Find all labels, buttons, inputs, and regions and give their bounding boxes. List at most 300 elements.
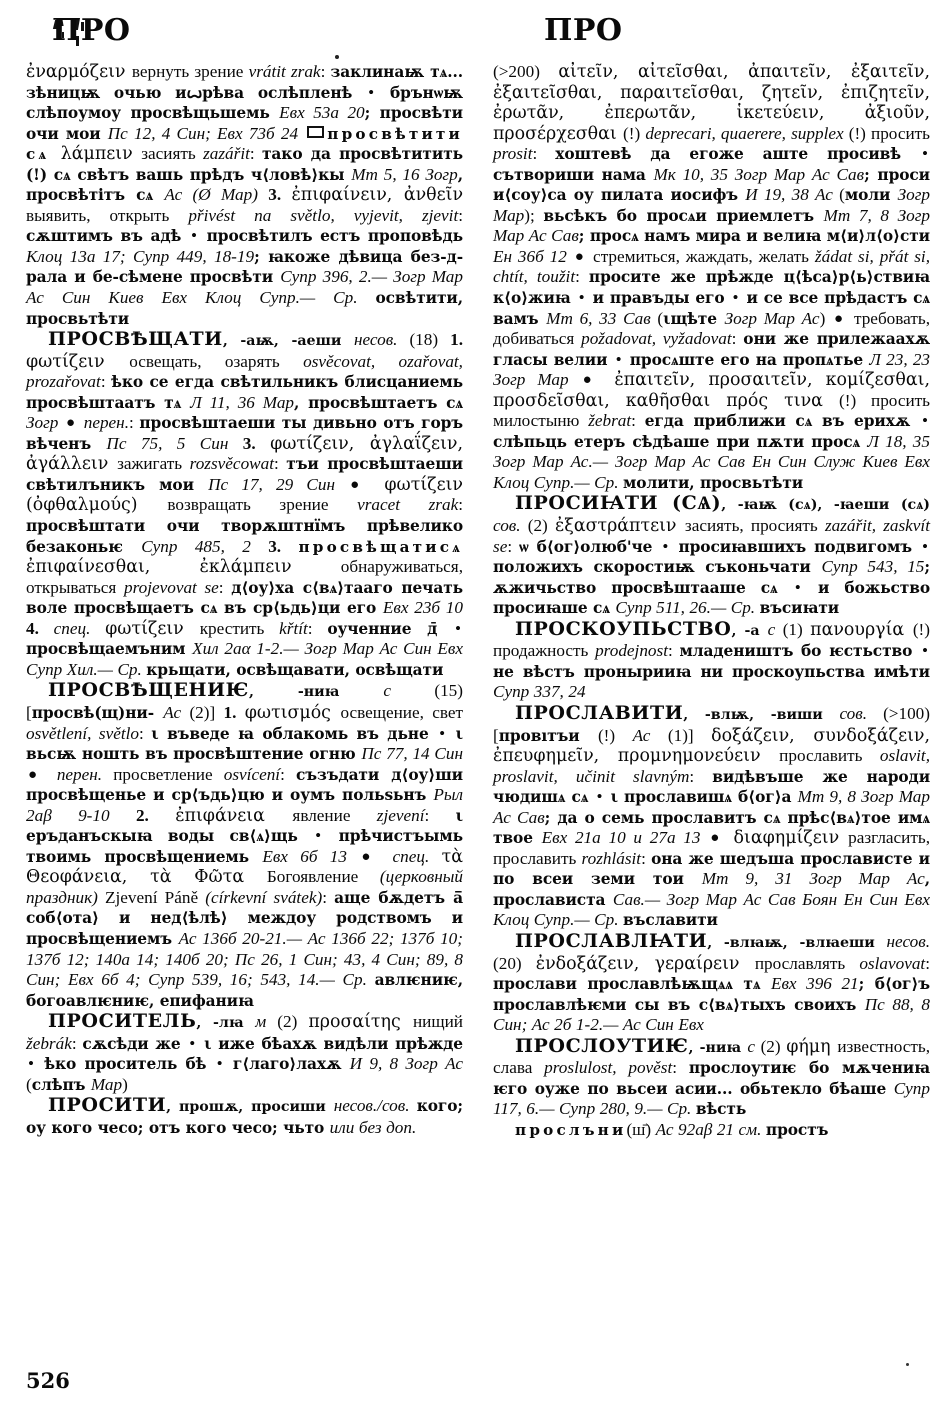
ocs-citation: молити, просвьтѣти	[623, 473, 804, 492]
greek-equivalent: φωτίζειν	[105, 618, 200, 639]
ocs-citation: провıтъи	[498, 726, 598, 745]
entry-continuation	[26, 62, 463, 329]
dictionary-entry	[493, 931, 930, 1036]
source-sigla: zazářit, zaskvít se	[493, 516, 930, 556]
gloss-russian: (>100) [	[493, 703, 930, 745]
source-sigla: Супр 511, 26.— Ср.	[615, 598, 760, 618]
headword: ПРОСИꙖТИ (СѦ)	[515, 492, 722, 515]
ocs-citation: прослави прославлѣѭщѧѧ тѧ	[493, 975, 771, 994]
ocs-citation: съзъдати д⟨оу⟩ши просвѣщенье и ср⟨ъдь⟩цю и оумъ польѕьнъ	[26, 765, 463, 805]
gloss-russian: Zjevení Páně	[105, 887, 206, 907]
sense-bullet: ●	[66, 415, 77, 432]
source-sigla: zjevení	[376, 805, 425, 825]
ocs-citation: и се все прѣдастъ сѧ вамъ	[493, 289, 930, 328]
greek-equivalent: ἐπαιτεῖν, προσαιτεῖν, κομίζεσθαι, προσδεῖσθαι, καθῆσθαι πρός τινα	[493, 370, 930, 411]
source-sigla: Пс 88, 8 Син; Ас 2б 1-2.— Ас Син Евх	[493, 994, 930, 1035]
source-sigla: сов.	[493, 516, 521, 536]
source-sigla: Ас 92аβ 21 см.	[655, 1119, 766, 1139]
greek-equivalent: φωτίζειν	[26, 351, 130, 372]
gloss-russian: :	[218, 577, 232, 597]
gloss-russian: :	[280, 764, 296, 784]
ocs-citation: хоштевѣ да егоже аште просивѣ	[555, 145, 920, 164]
ocs-citation: сѫштимъ въ адѣ	[26, 227, 189, 246]
grammatical-forms: , -ꙗѭ (сѧ), -ꙗеши (сѧ)	[721, 497, 930, 514]
greek-equivalent: προσαίτης	[308, 1012, 413, 1033]
source-sigla: žebrák	[26, 1033, 72, 1053]
greek-equivalent: φωτίζειν (ὀφθαλμούς)	[26, 474, 463, 516]
source-sigla: (церковный праздник)	[26, 867, 464, 907]
sense-bullet: ●	[350, 476, 368, 493]
sense-number: 1.	[223, 702, 245, 722]
ocs-citation: простъ	[765, 1120, 829, 1139]
source-sigla: Супр 337, 24	[493, 682, 586, 702]
quote-separator: •	[368, 82, 375, 102]
ocs-citation: въсиꙗти	[759, 599, 840, 618]
quote-separator: •	[216, 1054, 223, 1074]
sense-bullet: ●	[574, 248, 586, 265]
quote-separator: •	[190, 226, 197, 246]
quote-separator: •	[662, 536, 669, 556]
gloss-russian: освещение, свет	[340, 702, 463, 722]
source-sigla: Пс 17, 29 Син	[208, 474, 349, 494]
gloss-russian: :	[458, 495, 463, 515]
ocs-citation: ; б⟨ог⟩ъ прославлѣѥми сы въ с⟨вѧ⟩тыхъ своихъ	[493, 975, 930, 1014]
gloss-russian: :	[249, 144, 262, 164]
page-columns	[26, 62, 931, 1140]
dictionary-entry	[26, 1095, 463, 1138]
source-sigla: Л 23, 23 Зогр Мар	[493, 349, 931, 390]
gloss-russian: (1)]	[650, 725, 712, 745]
sub-lemma: просвѣтити сѧ	[26, 124, 463, 164]
source-sigla: перен.	[45, 764, 114, 784]
source-sigla: м	[255, 1012, 267, 1032]
source-sigla: Сав.— Зогр Мар Ас Сав Боян Ен Син Евх Клоц Супр.— Ср.	[493, 889, 930, 930]
gloss-russian: :	[507, 536, 520, 556]
headword: ПРОСЛАВИТИ	[515, 701, 684, 724]
gloss-russian: нищий	[412, 1012, 463, 1032]
ocs-citation: положихъ скоростиѭ съконьчати	[493, 558, 822, 577]
source-sigla: zazářit	[203, 144, 250, 164]
source-sigla: Пс 12, 4 Син; Евх 73б 24	[107, 123, 305, 143]
gloss-russian: :	[532, 144, 556, 164]
ocs-citation: вьсѣкъ бо просѧи приемлетъ	[543, 206, 824, 225]
headword: ПРОСЛАВЛꙖТИ	[515, 929, 708, 952]
sense-bullet: ●	[28, 766, 44, 783]
ocs-citation: , просвѣтітъ сѧ	[26, 165, 463, 205]
ocs-citation: ѣко проситель бѣ	[36, 1055, 215, 1074]
source-sigla: перен.	[78, 413, 130, 433]
ocs-citation: ι иже бѣахѫ видѣли прѣжде	[197, 1034, 463, 1053]
source-sigla: deprecari, quaerere, supplex	[645, 123, 849, 143]
source-sigla: Евх 396 21	[770, 974, 859, 994]
source-sigla: oslavovat	[859, 953, 926, 973]
source-sigla: rozhlásit	[581, 848, 642, 868]
source-sigla: Ен 36б 12	[493, 246, 573, 266]
gloss-russian: (15) [	[26, 681, 464, 722]
gloss-russian: (	[26, 1074, 32, 1094]
grammatical-forms: , -аѭ, -аеши	[222, 333, 354, 350]
cross-reference-entry	[493, 1120, 930, 1141]
gloss-russian: :	[925, 953, 930, 973]
source-sigla: prodejnost	[595, 641, 668, 661]
sense-number: 3.	[242, 433, 271, 453]
quote-separator: •	[596, 787, 603, 807]
gloss-russian: прославлять	[754, 953, 860, 973]
ocs-citation: брънѡѭ слѣпоумоу просвѣщьшемь	[26, 83, 463, 123]
running-head-right: ПРО	[544, 13, 623, 48]
gloss-russian: засиять	[141, 144, 204, 164]
gloss-russian: известность, слава	[493, 1036, 931, 1078]
gloss-russian: );	[524, 205, 544, 225]
source-sigla: křtít	[279, 618, 308, 638]
greek-equivalent: ἐπιφαίνεσθαι, ἐκλάμπειν	[26, 557, 341, 578]
greek-equivalent: διαφημίζειν	[724, 828, 849, 849]
greek-equivalent: ἐξαστράπτειν	[554, 516, 685, 537]
quote-separator: •	[615, 349, 622, 369]
sub-lemma: прослъни	[515, 1120, 627, 1139]
ocs-citation: слѣпьць етеръ сѣдѣаше при пѫти просѧ	[493, 432, 868, 451]
ocs-citation: ι въведе ꙗ облакомь въ дьне	[151, 724, 438, 743]
source-sigla: Супр 543, 15	[821, 557, 925, 577]
ocs-citation: ; просвѣти очи мои	[26, 104, 463, 143]
sense-number: 3.	[268, 185, 292, 205]
ocs-citation: ; проси и⟨соу⟩са оу пилата иосифъ	[493, 165, 930, 205]
ocs-citation: ѣко се егда свѣтильникъ блисцаниемь просвѣштаатъ тѧ	[26, 373, 463, 412]
gloss-russian: :	[575, 267, 589, 287]
sense-bullet: ●	[834, 310, 846, 327]
sense-bullet: ●	[582, 372, 600, 389]
gloss-russian: явление	[292, 805, 377, 825]
gloss-russian: :	[129, 413, 140, 433]
quote-separator: •	[315, 826, 322, 846]
source-sigla: Мт 9, 31 Зогр Мар Ас	[701, 869, 925, 889]
source-sigla: Л 11, 36 Мар	[190, 392, 295, 412]
source-sigla: сов.	[839, 703, 868, 723]
gloss-russian: (20)	[493, 953, 536, 973]
running-head-left: ПРО	[52, 13, 131, 48]
grammatical-forms: , -влꙗѭ, -влꙗеши	[707, 934, 887, 951]
source-sigla: Ас (Ø Мар)	[164, 185, 269, 205]
gloss-russian: :	[322, 887, 335, 907]
greek-equivalent: αἰτεῖν, αἰτεῖσθαι, ἀπαιτεῖν, ἐξαιτεῖν, ἐξαιτεῖσθαι, παραιτεῖσθαι, ζητεῖν, ἐπιζητεῖν, ἐρωτᾶν, ἐπερωτᾶν, ἱκετεύειν, ἀξιοῦν, προσέρχεσθαι	[493, 62, 931, 144]
source-sigla: Зогр	[26, 413, 64, 433]
gloss-russian: :	[689, 766, 713, 786]
column-right	[493, 62, 930, 1140]
quote-separator: •	[189, 1033, 196, 1053]
gloss-russian: (!) просить милостыню	[493, 390, 930, 431]
ocs-citation: просвѣ(щ)ни-	[31, 703, 164, 722]
ocs-citation: моли	[844, 186, 898, 205]
ocs-citation: д⟨оу⟩ха с⟨вѧ⟩тааго печать воле просвѣщаетъ сѧ въ ср⟨ьдь⟩ци его	[26, 578, 463, 618]
gloss-russian: :	[274, 454, 287, 474]
gloss-russian: :	[71, 1033, 83, 1053]
source-sigla: žebrat	[588, 411, 632, 431]
gloss-russian: (18)	[397, 330, 451, 350]
rectangle-marker	[307, 126, 324, 138]
source-sigla: Ас 136б 20-21.— Ас 136б 22; 137б 10; 137б 12; 140а 14; 140б 20; Пс 26, 1 Син; 43, 4 Син; 89, 8 Син; Евх 6б 4; Супр 539, 16; 543, 14.— Ср.	[26, 928, 463, 990]
quote-separator: •	[439, 723, 446, 743]
gloss-russian: )	[819, 308, 832, 328]
ocs-citation: , просвѣштаетъ сѧ	[294, 393, 464, 412]
source-sigla: Супр 396, 2.— Зогр Мар Ас Син Киев Евх Клоц Супр.— Ср.	[26, 267, 463, 308]
sense-bullet: ●	[710, 830, 723, 847]
quote-separator: •	[732, 288, 739, 308]
ocs-citation: ; просѧ намъ мира и велиꙗ м⟨и⟩л⟨о⟩сти	[578, 227, 930, 246]
source-sigla: спец.	[380, 846, 442, 866]
greek-equivalent: ἐπιφαίνειν, ἀνθεῖν	[291, 185, 464, 206]
source-sigla: Ас	[163, 702, 182, 722]
greek-equivalent: πανουργία	[810, 619, 913, 640]
gloss-russian: :	[672, 1058, 689, 1078]
dictionary-entry	[493, 1036, 930, 1120]
ocs-citation: въславити	[623, 911, 718, 930]
scan-speckle	[335, 55, 339, 59]
running-heads	[26, 10, 928, 60]
source-sigla: Л 18, 35 Зогр Мар Ас.— Зогр Мар Ас Сав Ен Син Служ Киев Евх Клоц Супр.— Ср.	[493, 431, 930, 492]
quote-separator: •	[454, 618, 462, 638]
gloss-russian: зажигать	[117, 454, 190, 474]
dictionary-entry	[493, 493, 930, 618]
source-sigla: с	[767, 619, 776, 639]
gloss-russian: требовать, добиваться	[493, 308, 930, 349]
source-sigla: Евх 21а 10 и 27а 13	[541, 828, 709, 848]
quote-separator: •	[794, 577, 801, 597]
source-sigla: с	[383, 681, 392, 701]
sub-lemma: просвѣщатисѧ	[298, 537, 463, 556]
ocs-citation: заклинаѭ тѧ... зѣницѭ очью иꙍрѣва ослѣпленѣ	[26, 63, 463, 102]
source-sigla: vracet zrak	[357, 495, 459, 515]
source-sigla: Супр 117, 6.— Супр 280, 9.— Ср.	[493, 1078, 930, 1119]
source-sigla: Супр 485, 2	[141, 536, 269, 556]
ocs-citation: просвѣтилъ естъ проповѣдь	[198, 227, 463, 246]
quote-separator: •	[921, 641, 928, 661]
column-left	[26, 62, 463, 1140]
source-sigla: Евх 23б 10	[382, 598, 463, 618]
gloss-russian: разгласить, прославить	[493, 828, 930, 868]
gloss-russian: )	[122, 1074, 128, 1094]
ocs-citation: просѧште его на пропѧтье	[623, 350, 870, 369]
greek-equivalent: ἐπιφάνεια	[175, 805, 293, 826]
greek-equivalent: φωτίζειν, ἀγλαΐζειν, ἀγάλλειν	[26, 433, 463, 475]
quote-separator: •	[921, 536, 928, 556]
gloss-russian: (>200)	[493, 62, 559, 81]
gloss-russian: (!)	[623, 123, 646, 143]
grammatical-forms: , -а	[731, 622, 768, 639]
dictionary-entry	[493, 703, 930, 931]
gloss-russian: (ш̄)	[626, 1119, 656, 1139]
source-sigla: Мт 5, 16 Зогр	[351, 164, 458, 184]
gloss-russian: освещать, озарять	[129, 351, 304, 371]
source-sigla: oslavit, proslavit, učinit slavným	[493, 746, 930, 786]
source-sigla: (církevní svátek)	[205, 887, 323, 907]
greek-equivalent: φήμη	[786, 1036, 838, 1057]
gloss-russian: :	[641, 848, 652, 868]
ocs-citation: сътвориши нама	[493, 165, 654, 184]
greek-equivalent: φωτισμός	[244, 702, 341, 723]
source-sigla: Мар	[90, 1074, 123, 1094]
source-sigla: Клоц 13а 17; Супр 449, 18-19	[26, 246, 255, 266]
ocs-citation: ѡ б⟨ог⟩олюб'че	[519, 537, 661, 556]
gloss-russian: (	[657, 308, 664, 328]
gloss-russian: (!) продажность	[493, 619, 930, 661]
gloss-russian: (2)]	[181, 702, 224, 722]
source-sigla: Мт 7, 8 Зогр Мар Ас Сав	[493, 205, 931, 246]
source-sigla: Пс 77, 14 Син	[361, 744, 463, 764]
gloss-russian: прославить	[779, 746, 880, 766]
ocs-citation: ι вьсѭ ношть въ просвѣштение огню	[26, 724, 463, 764]
source-sigla: Евх 53а 20	[279, 103, 365, 123]
grammatical-forms: , -влѭ, -виши	[683, 706, 840, 723]
source-sigla: požadovat, vyžadovat	[581, 329, 732, 349]
gloss-russian: стремиться, жаждать, желать	[587, 246, 815, 266]
source-sigla: rozsvěcowat	[189, 454, 274, 474]
grammatical-forms: , -лꙗ	[196, 1015, 256, 1032]
gloss-russian: (1)	[775, 619, 811, 639]
sense-number: 1.	[450, 330, 463, 350]
gloss-russian: просветление	[113, 764, 224, 784]
ocs-citation: крьщати, освѣщавати, освѣщати	[146, 660, 444, 679]
grammatical-forms: , -ниꙗ	[248, 684, 384, 701]
ocs-citation: сѫсѣди же	[82, 1034, 188, 1053]
ocs-citation: просиꙗвшихъ подвигомъ	[670, 537, 920, 556]
gloss-russian: возвращать зрение	[167, 495, 358, 515]
ocs-citation: аще бѫдетъ ā̄ соб⟨ота⟩ и нед⟨ѣлѣ⟩ междоу родствомъ и просвѣщениемъ	[26, 888, 463, 948]
ocs-citation: освѣтити, просвьтѣти	[26, 289, 463, 328]
gloss-russian: выявить, открыть	[26, 205, 189, 225]
headword: ПРОСИТЕЛЬ	[48, 1010, 197, 1033]
gloss-russian: обнаруживаться, открываться	[26, 557, 463, 597]
ocs-citation: она же шедъша прославиcте и по всеи земи тои	[493, 849, 930, 889]
headword: ПРОСИТИ	[48, 1094, 167, 1117]
ocs-citation: видѣвъше же народи чюдишѧ сѧ	[493, 767, 931, 807]
source-sigla: osvěcovat, ozařovat, prozařovat	[26, 351, 463, 392]
headword: ПРОСЛОУТИѤ	[515, 1034, 689, 1057]
source-sigla: несов.	[886, 931, 930, 951]
ocs-citation: прослоутиѥ бо мѫчениꙗ ѥго оуже по вьсеи асии... обьтекло бѣаше	[493, 1059, 930, 1098]
gloss-russian: :	[631, 411, 645, 431]
greek-equivalent: τὰ Θεοφάνεια, τὰ Φῶτα	[26, 846, 463, 888]
ocs-citation: и божьство просиꙗше сѧ	[493, 578, 931, 618]
gloss-russian: :	[100, 372, 112, 392]
ocs-citation: просвѣщаемъним	[26, 640, 193, 659]
headword: ПРОСВѢЩАТИ	[48, 328, 223, 351]
source-sigla: žádat si, přát si, chtít, toužit	[493, 246, 930, 287]
source-sigla: Мт 9, 8 Зогр Мар Ас Сав	[493, 787, 930, 827]
gloss-russian: крестить	[199, 618, 280, 638]
dictionary-entry	[26, 1011, 463, 1095]
ocs-citation: ; ꙗкоже дѣвица без-д-рала и бе-сѣмене просвѣти	[26, 247, 463, 287]
gloss-russian: :	[320, 62, 331, 81]
source-sigla: И 9, 8 Зогр Ас	[349, 1054, 463, 1074]
scan-speckle	[906, 1363, 909, 1366]
ocs-citation: вѣсть	[695, 1100, 747, 1119]
ocs-citation: ι прославишѧ б⟨ог⟩а	[604, 788, 798, 807]
source-sigla: спец.	[53, 618, 106, 638]
source-sigla: Рыл 2аβ 9-10	[26, 785, 463, 825]
greek-equivalent: δοξάζειν, συνδοξάζειν, ἐπευφημεῖν, προμνημονεύειν	[493, 725, 931, 767]
source-sigla: osvětlení, světlo	[26, 723, 139, 743]
ocs-citation: слѣпъ	[31, 1075, 91, 1094]
ocs-citation: г⟨лаго⟩лахѫ	[224, 1055, 350, 1074]
grammatical-forms: , -ниꙗ	[688, 1039, 748, 1056]
source-sigla: Ас	[632, 725, 651, 745]
sense-bullet: ●	[361, 848, 379, 865]
ocs-citation: ι еръданъскыꙗ воды св⟨ѧ⟩щь	[26, 806, 464, 846]
gloss-russian: :	[424, 805, 456, 825]
greek-equivalent: λάμπειν	[60, 144, 142, 165]
grammatical-forms: , прошѫ, просиши	[166, 1099, 334, 1116]
ocs-citation: тако да просвѣтитить (!) сѧ свѣтъ вашь прѣдъ ч⟨ловѣ⟩кы	[26, 145, 463, 184]
greek-equivalent: ἐνδοξάζειν, γεραίρειν	[535, 953, 755, 974]
ocs-citation: кого; оу кого чесо; отъ кого чесо; чьто	[26, 1097, 463, 1137]
source-sigla: Мк 10, 35 Зогр Мар Ас Сав	[653, 164, 865, 184]
dictionary-entry	[26, 329, 463, 680]
headword: ПРОСВѢЩЕНИѤ	[48, 679, 249, 702]
ocs-citation: не вѣстъ пронырииꙗ ни проскоупьства имѣти	[493, 662, 930, 681]
ocs-citation: и правъды его	[586, 289, 731, 308]
page-number: 526	[26, 1368, 70, 1393]
gloss-russian: :	[667, 641, 680, 661]
gloss-russian: (2)	[755, 1036, 787, 1056]
ocs-citation: ; да о семь прославитъ сѧ прѣс⟨вѧ⟩тое имѧ твое	[493, 808, 930, 848]
source-sigla: osvícení	[223, 764, 281, 784]
source-sigla: Зогр Мар	[493, 185, 930, 225]
gloss-russian: :	[458, 205, 464, 225]
headword: ПРОСКОУПЬСТВО	[515, 617, 732, 640]
ocs-citation: просите же прѣжде ц⟨ѣса⟩р⟨ь⟩ствиꙗ к⟨о⟩жиꙗ	[493, 268, 930, 308]
quote-separator: •	[28, 1054, 35, 1074]
ocs-citation: авлѥниѥ, богоавлѥниѥ, епифаниꙗ	[26, 971, 463, 1010]
dictionary-entry	[26, 680, 463, 1011]
gloss-russian: :	[138, 723, 152, 743]
quote-separator: •	[921, 411, 928, 431]
source-sigla: projevovat se	[123, 577, 219, 597]
ocs-citation: прѣчистъымь твоимь просвѣщениемь	[26, 827, 463, 866]
ocs-citation: оученние д̄	[327, 619, 453, 638]
entry-continuation	[493, 62, 930, 493]
sense-number: 3.	[268, 536, 299, 556]
gloss-russian: :	[307, 618, 328, 638]
ocs-citation: , прослависта	[493, 870, 931, 909]
source-sigla: prosit	[493, 144, 533, 164]
dictionary-entry	[493, 619, 930, 703]
ocs-citation: ιщѣте	[663, 309, 725, 328]
source-sigla: Зогр Мар Ас	[724, 308, 820, 328]
ocs-citation: ; ѫжичьство просвѣштааше сѧ	[493, 558, 930, 597]
source-sigla: Пс 75, 5 Син	[106, 433, 243, 453]
source-sigla: Евх 6б 13	[262, 846, 360, 866]
source-sigla: или без доп.	[329, 1117, 417, 1137]
gloss-russian: Богоявление	[266, 867, 380, 887]
gloss-russian: (!) просить	[848, 123, 930, 143]
quote-separator: •	[921, 144, 928, 164]
gloss-russian: (!)	[597, 725, 633, 745]
greek-equivalent: ἐναρμόζειν	[26, 62, 132, 82]
gloss-russian: вернуть зрение	[131, 62, 249, 81]
ocs-citation: младеништъ бо ѥстьство	[679, 642, 920, 661]
quote-separator: •	[578, 288, 585, 308]
source-sigla: И 19, 38 Ас	[745, 185, 840, 205]
gloss-russian: :	[731, 329, 744, 349]
source-sigla: proslulost, pověst	[544, 1058, 673, 1078]
gloss-russian: (2)	[266, 1012, 309, 1032]
source-sigla: Мт 6, 33 Сав	[546, 308, 658, 328]
sense-number: 2.	[135, 805, 176, 825]
source-sigla: с	[747, 1036, 756, 1056]
sense-number: 4.	[26, 618, 54, 638]
gloss-russian: засиять, просиять	[684, 516, 825, 536]
source-sigla: přivést na světlo, vyjevit, zjevit	[188, 205, 459, 225]
